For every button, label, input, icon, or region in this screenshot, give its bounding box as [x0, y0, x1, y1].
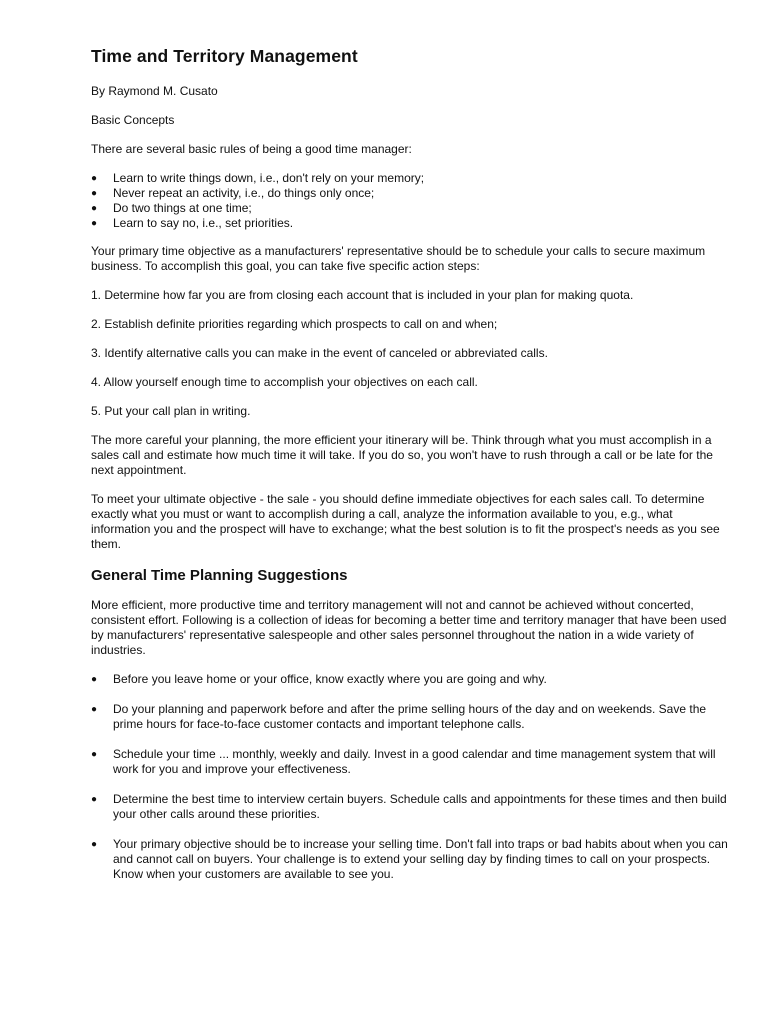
list-item [91, 747, 731, 777]
list-item [91, 792, 731, 822]
action-step: 3. Identify alternative calls you can make in the event of canceled or abbreviated calls. [91, 346, 548, 360]
section-intro-paragraph: More efficient, more productive time and territory management will not and cannot be achieved without concerted, consistent effort. Following is a collection of ideas for becoming a better time and territory manager that have been used by manufacturers' representative salespeople and other sales personnel throughout the nation in a wide variety of industries. [91, 598, 727, 657]
list-item [91, 201, 731, 216]
rules-list [91, 171, 731, 231]
action-step: 5. Put your call plan in writing. [91, 404, 251, 418]
list-item [91, 216, 731, 231]
action-step: 2. Establish definite priorities regarding which prospects to call on and when; [91, 317, 498, 331]
list-item [91, 837, 731, 882]
section-heading: General Time Planning Suggestions [91, 567, 348, 584]
rules-intro: There are several basic rules of being a good time manager: [91, 142, 412, 156]
suggestions-list [91, 672, 731, 882]
list-item [91, 672, 731, 687]
list-item [91, 186, 731, 201]
author-line: By Raymond M. Cusato [91, 84, 218, 98]
bullet-icon: ● [91, 188, 98, 199]
list-item-text: Do two things at one time; [113, 201, 252, 215]
action-step: 4. Allow yourself enough time to accomplish your objectives on each call. [91, 375, 478, 389]
list-item-text: Do your planning and paperwork before and after the prime selling hours of the day and on weekends. Save the prime hours for face-to-face customer contacts and important telephone calls. [113, 702, 707, 731]
bullet-icon: ● [91, 704, 98, 715]
section-label: Basic Concepts [91, 113, 175, 127]
list-item [91, 702, 731, 732]
ultimate-objective-paragraph: To meet your ultimate objective - the sale - you should define immediate objectives for each sales call. To determine exactly what you must or want to accomplish during a call, analyze the information available to you, e.g., what information you and the prospect will have to exchange; what the best solution is to fit the prospect's needs as you see them. [91, 492, 720, 551]
bullet-icon: ● [91, 203, 98, 214]
document-page [91, 44, 731, 882]
list-item-text: Determine the best time to interview certain buyers. Schedule calls and appointments for these times and then build your other calls around these priorities. [113, 792, 727, 821]
bullet-icon: ● [91, 749, 98, 760]
bullet-icon: ● [91, 674, 98, 685]
bullet-icon: ● [91, 218, 98, 229]
objective-paragraph: Your primary time objective as a manufacturers' representative should be to schedule your calls to secure maximum business. To accomplish this goal, you can take five specific action steps: [91, 244, 706, 273]
list-item-text: Before you leave home or your office, know exactly where you are going and why. [113, 672, 547, 686]
list-item-text: Learn to say no, i.e., set priorities. [113, 216, 294, 230]
list-item-text: Learn to write things down, i.e., don't rely on your memory; [113, 171, 425, 185]
list-item-text: Schedule your time ... monthly, weekly and daily. Invest in a good calendar and time management system that will work for you and improve your effectiveness. [113, 747, 716, 776]
bullet-icon: ● [91, 839, 98, 850]
bullet-icon: ● [91, 173, 98, 184]
action-step: 1. Determine how far you are from closing each account that is included in your plan for making quota. [91, 288, 634, 302]
planning-paragraph: The more careful your planning, the more efficient your itinerary will be. Think through what you must accomplish in a sales call and estimate how much time it will take. If you do so, you won't have to rush through a call or be late for the next appointment. [91, 433, 713, 477]
list-item [91, 171, 731, 186]
document-title: Time and Territory Management [91, 46, 358, 66]
list-item-text: Your primary objective should be to increase your selling time. Don't fall into traps or bad habits about when you can and cannot call on buyers. Your challenge is to extend your selling day by finding times to call on your prospects. Know when your customers are available to see you. [113, 837, 728, 881]
list-item-text: Never repeat an activity, i.e., do things only once; [113, 186, 375, 200]
bullet-icon: ● [91, 794, 98, 805]
